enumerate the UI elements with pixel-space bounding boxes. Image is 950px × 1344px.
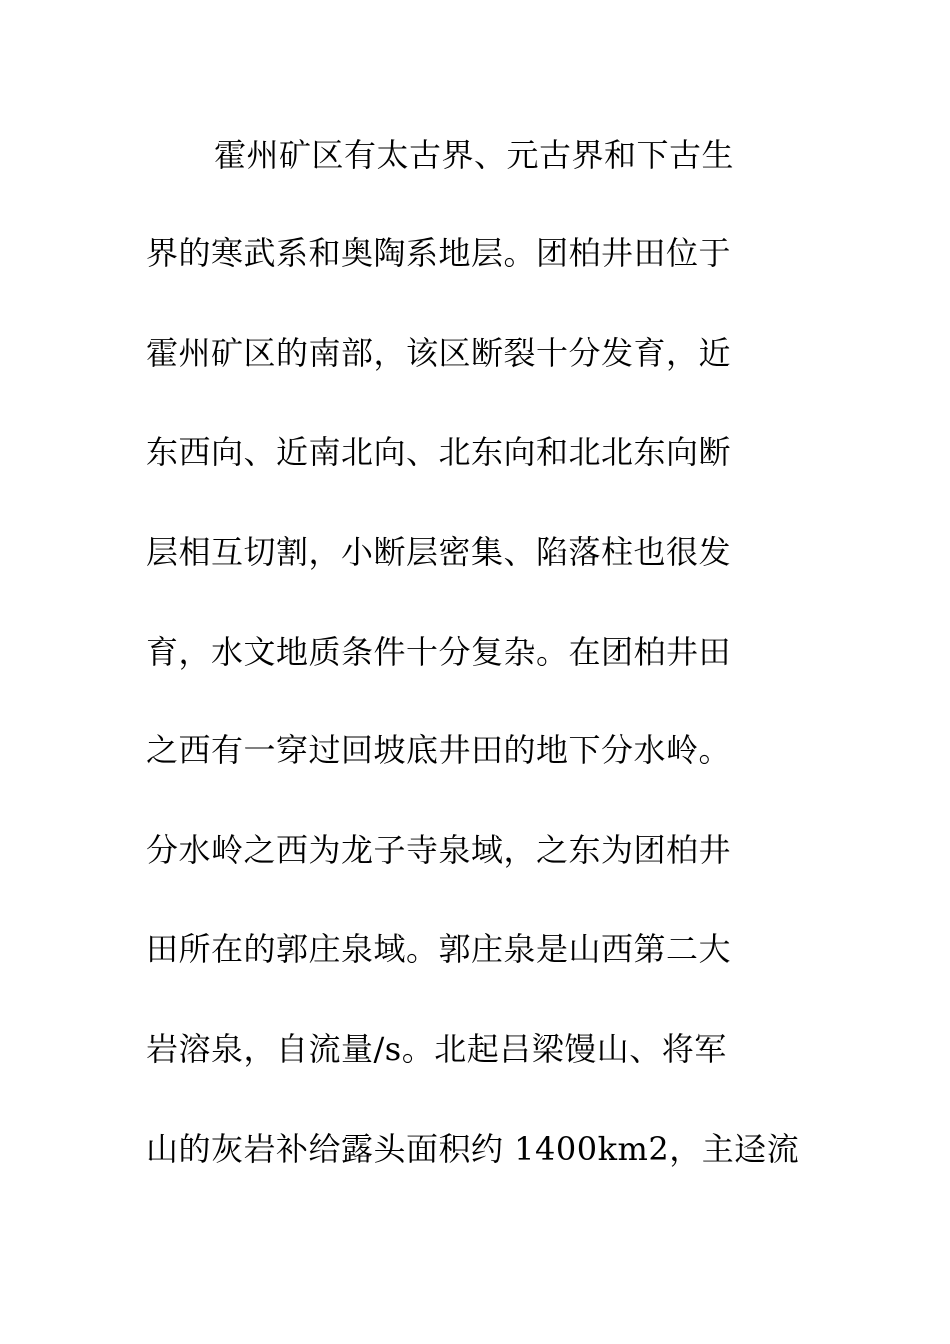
- paragraph-line-4: 东西向、近南北向、北东向和北北东向断: [146, 433, 732, 471]
- paragraph-line-3: 霍州矿区的南部，该区断裂十分发育，近: [146, 334, 732, 372]
- paragraph-line-5: 层相互切割，小断层密集、陷落柱也很发: [146, 533, 732, 571]
- paragraph-line-10: 岩溶泉，自流量/s。北起吕梁馒山、将军: [146, 1030, 727, 1068]
- paragraph-line-6: 育，水文地质条件十分复杂。在团柏井田: [146, 633, 732, 671]
- paragraph-line-11: 山的灰岩补给露头面积约 1400km2，主迳流: [146, 1130, 800, 1168]
- paragraph-line-7: 之西有一穿过回坡底井田的地下分水岭。: [146, 731, 732, 769]
- paragraph-line-8: 分水岭之西为龙子寺泉域，之东为团柏井: [146, 831, 732, 869]
- paragraph-line-2: 界的寒武系和奥陶系地层。团柏井田位于: [146, 234, 732, 272]
- paragraph-line-1: 霍州矿区有太古界、元古界和下古生: [214, 136, 735, 174]
- paragraph-line-9: 田所在的郭庄泉域。郭庄泉是山西第二大: [146, 930, 732, 968]
